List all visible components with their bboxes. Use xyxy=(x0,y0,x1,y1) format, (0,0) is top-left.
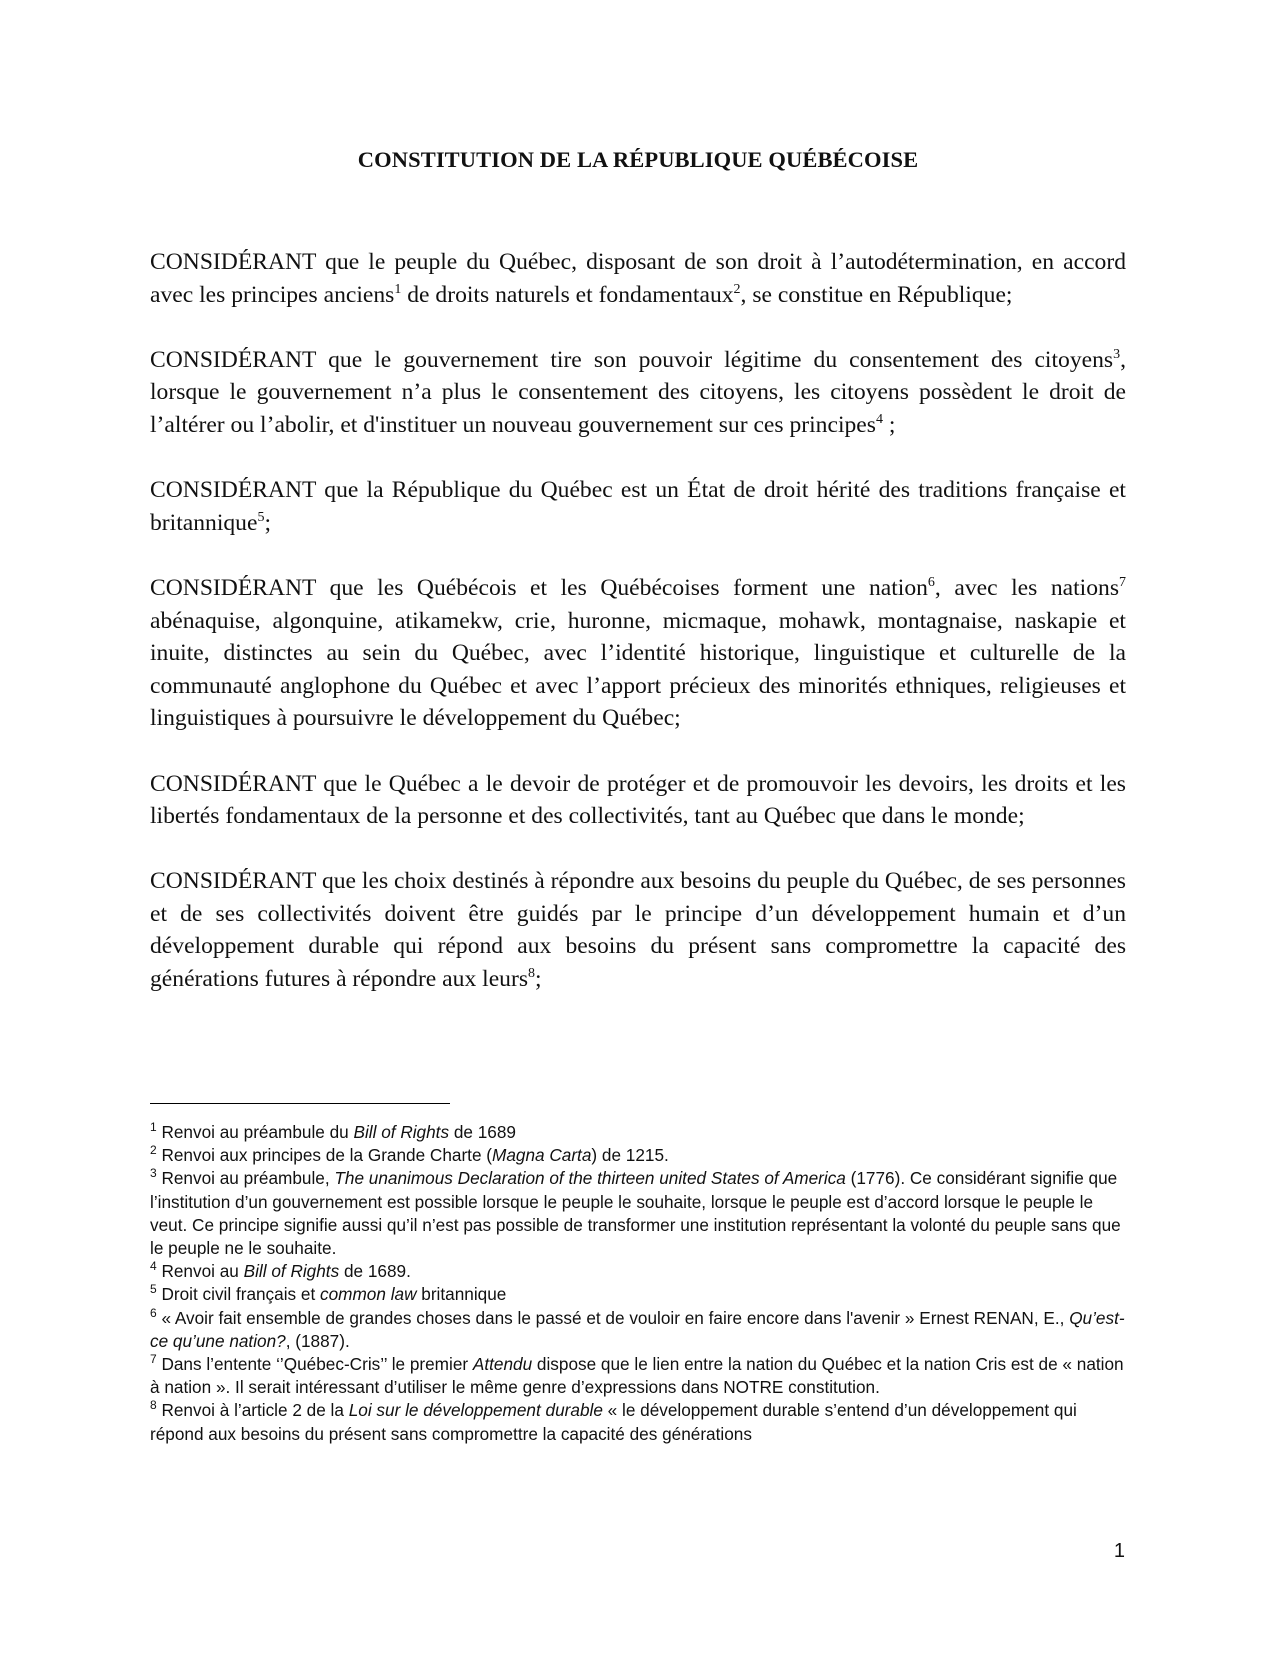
footnote-number: 2 xyxy=(150,1143,157,1158)
footnote-ref[interactable]: 3 xyxy=(1113,346,1121,362)
footnote: $^2$ Renvoi aux principes de la Grande Charte (Magna Carta) de 1215. xyxy=(150,1143,669,1166)
footnote-number: 3 xyxy=(150,1166,157,1181)
footnote: $^5$ Droit civil français et common law britannique xyxy=(150,1282,507,1305)
preamble-paragraph: CONSIDÉRANT que les Québécois et les Québécoises forment une nation$^6$, avec les nations$^7$ abénaquise, algonquine, atikamekw, crie, huronne, micmaque, mohawk, montagnaise, naskapie et inuite, distinctes au sein du Québec, avec l’identité historique, linguistique et culturelle de la communauté anglophone du Québec et avec l’apport précieux des minorités ethniques, religieuses et linguistiques à poursuivre le développement du Québec; xyxy=(150,574,1127,732)
footnote-number: 7 xyxy=(150,1352,157,1367)
preamble-paragraph: CONSIDÉRANT que le gouvernement tire son pouvoir légitime du consentement des citoyens$^3$, lorsque le gouvernement n’a plus le consentement des citoyens, les citoyens possèdent le droit de l’altérer ou l’abolir, et d'instituer un nouveau gouvernement sur ces principes$^4$ ; xyxy=(150,346,1126,438)
footnote-ref[interactable]: 8 xyxy=(528,966,536,982)
footnote-ref[interactable]: 2 xyxy=(733,281,741,297)
footnote-separator xyxy=(150,1103,450,1104)
footnote: $^4$ Renvoi au Bill of Rights de 1689. xyxy=(150,1259,411,1282)
footnote-ref[interactable]: 5 xyxy=(257,509,265,525)
footnote: $^6$ « Avoir fait ensemble de grandes choses dans le passé et de vouloir en faire encore dans l'avenir » Ernest RENAN, E., Qu’est-ce qu’une nation?, (1887). xyxy=(150,1305,1125,1351)
footnote-ref[interactable]: 7 xyxy=(1119,574,1127,590)
footnote-ref[interactable]: 4 xyxy=(875,411,883,427)
footnote-number: 6 xyxy=(150,1305,157,1320)
footnote: $^7$ Dans l’entente ‘’Québec-Cris’’ le premier Attendu dispose que le lien entre la nation du Québec et la nation Cris est de « nation à nation ». Il serait intéressant d’utiliser le même genre d’expressions dans NOTRE constitution. xyxy=(150,1352,1124,1398)
footnote: $^8$ Renvoi à l’article 2 de la Loi sur le développement durable « le développement durable s’entend d’un développement qui répond aux besoins du présent sans compromettre la capacité des générations xyxy=(150,1398,1077,1444)
footnote: $^1$ Renvoi au préambule du Bill of Rights de 1689 xyxy=(150,1120,516,1142)
preamble-paragraph: CONSIDÉRANT que les choix destinés à répondre aux besoins du peuple du Québec, de ses personnes et de ses collectivités doivent être guidés par le principe d’un développement humain et d’un développement durable qui répond aux besoins du présent sans compromettre la capacité des générations futures à répondre aux leurs$^8$; xyxy=(150,868,1126,993)
footnote-ref[interactable]: 6 xyxy=(927,574,935,590)
preamble-paragraph: CONSIDÉRANT que le peuple du Québec, disposant de son droit à l’autodétermination, en accord avec les principes anciens$^1$ de droits naturels et fondamentaux$^2$, se constitue en République; xyxy=(150,249,1126,308)
footnote-ref[interactable]: 1 xyxy=(394,281,402,297)
footnote-number: 5 xyxy=(150,1282,157,1297)
document-title: CONSTITUTION DE LA RÉPUBLIQUE QUÉBÉCOISE xyxy=(357,147,919,172)
preamble-paragraph: CONSIDÉRANT que la République du Québec est un État de droit hérité des traditions française et britannique$^5$; xyxy=(150,477,1126,536)
preamble-paragraph: CONSIDÉRANT que le Québec a le devoir de protéger et de promouvoir les devoirs, les droits et les libertés fondamentaux de la personne et des collectivités, tant au Québec que dans le monde; xyxy=(150,770,1126,830)
preamble xyxy=(150,246,1126,996)
footnote-number: 4 xyxy=(150,1259,157,1274)
footnote-number: 1 xyxy=(150,1120,157,1134)
footnote-number: 8 xyxy=(150,1398,157,1413)
page-number: 1 xyxy=(1113,1540,1125,1562)
footnote: $^3$ Renvoi au préambule, The unanimous Declaration of the thirteen united States of America (1776). Ce considérant signifie que l’institution d’un gouvernement est possible lorsque le peuple le souhaite, lorsque le peuple est d’accord lorsque le peuple le veut. Ce principe signifie aussi qu’il n’est pas possible de transformer une institution représentant la volonté du peuple sans que le peuple ne le souhaite. xyxy=(150,1166,1121,1259)
footnotes xyxy=(150,1121,1126,1446)
